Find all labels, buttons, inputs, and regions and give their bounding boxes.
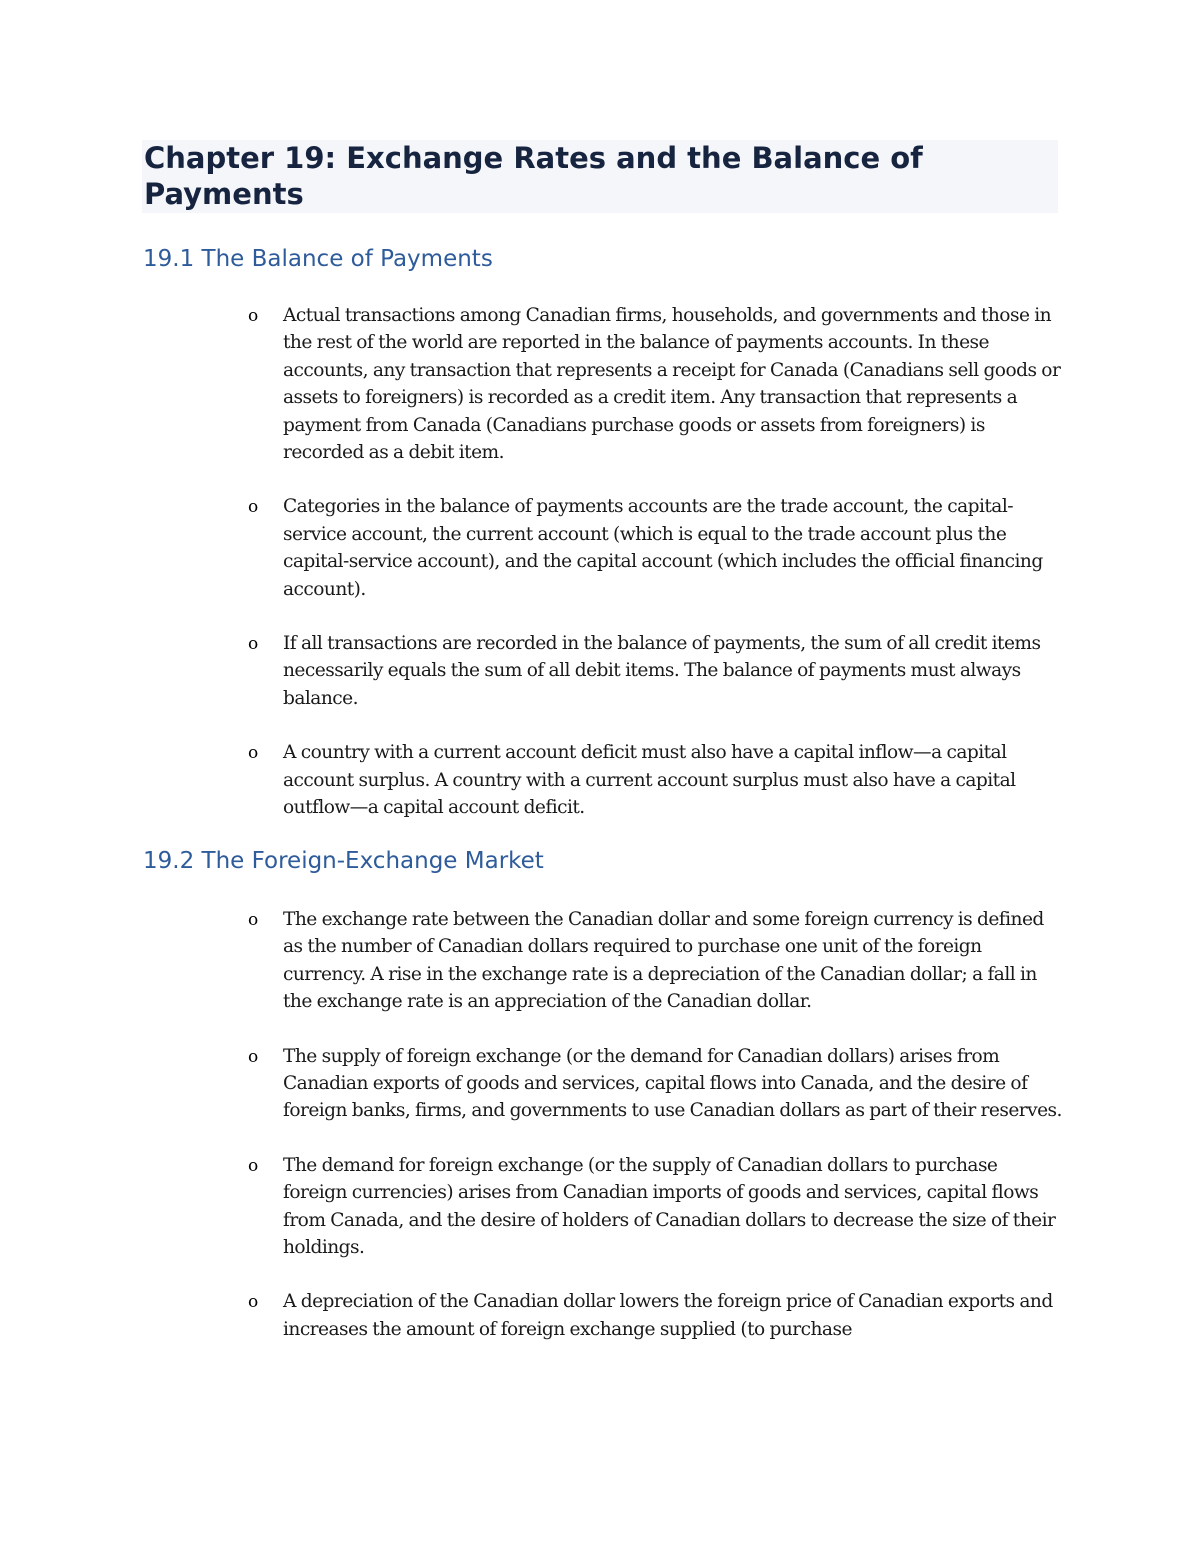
bullet-text: The supply of foreign exchange (or the demand for Canadian dollars) arises from Canadian exports of goods and services, capital flows into Canada, and the desire of foreign banks, firms, and governments to use Canadian dollars as part of their reserves. (283, 1045, 1062, 1122)
list-item (0, 1152, 1063, 1262)
bullet-text: The exchange rate between the Canadian dollar and some foreign currency is defined as the number of Canadian dollars required to purchase one unit of the foreign currency. A rise in the exchange rate is a depreciation of the Canadian dollar; a fall in the exchange rate is an appreciation of the Canadian dollar. (283, 909, 1044, 1013)
foreign-exchange-market-list (0, 906, 1063, 1370)
bullet-marker: o (248, 634, 259, 655)
bullet-marker: o (248, 306, 259, 326)
bullet-marker: o (248, 1155, 259, 1176)
list-item (0, 906, 1063, 1016)
list-item (0, 302, 1063, 466)
list-item (0, 493, 1063, 603)
bullet-text: A depreciation of the Canadian dollar lowers the foreign price of Canadian exports and increases the amount of foreign exchange supplied (to purchase (283, 1291, 1053, 1340)
bullet-text: Actual transactions among Canadian firms, households, and governments and those in the rest of the world are reported in the balance of payments accounts. In these accounts, any transaction that represents a receipt for Canada (Canadians sell goods or assets to foreigners) is recorded as a credit item. Any transaction that represents a payment from Canada (Canadians purchase goods or assets from foreigners) is recorded as a debit item. (283, 305, 1061, 464)
section-heading-foreign-exchange-market: 19.2 The Foreign-Exchange Market (143, 848, 544, 874)
list-item (0, 1043, 1063, 1125)
bullet-text: A country with a current account deficit must also have a capital inflow—a capital account surplus. A country with a current account surplus must also have a capital outflow—a capital account deficit. (283, 742, 1016, 819)
list-item (0, 1288, 1063, 1343)
section-heading-balance-of-payments: 19.1 The Balance of Payments (143, 246, 493, 272)
bullet-marker: o (248, 1292, 259, 1313)
list-item (0, 630, 1063, 712)
bullet-text: The demand for foreign exchange (or the supply of Canadian dollars to purchase foreign currencies) arises from Canadian imports of goods and services, capital flows from Canada, and the desire of holders of Canadian dollars to decrease the size of their holdings. (283, 1154, 1056, 1259)
balance-of-payments-list (0, 302, 1063, 849)
chapter-title: Chapter 19: Exchange Rates and the Balance of Payments (144, 141, 923, 211)
bullet-marker: o (248, 910, 259, 930)
bullet-marker: o (248, 743, 259, 764)
bullet-text: If all transactions are recorded in the balance of payments, the sum of all credit items necessarily equals the sum of all debit items. The balance of payments must always balance. (283, 633, 1041, 709)
chapter-title-block (142, 140, 1058, 213)
bullet-text: Categories in the balance of payments accounts are the trade account, the capital-service account, the current account (which is equal to the trade account plus the capital-service account), and the capital account (which includes the official financing account). (283, 496, 1043, 600)
bullet-marker: o (248, 497, 259, 518)
list-item (0, 739, 1063, 821)
bullet-marker: o (248, 1046, 259, 1067)
